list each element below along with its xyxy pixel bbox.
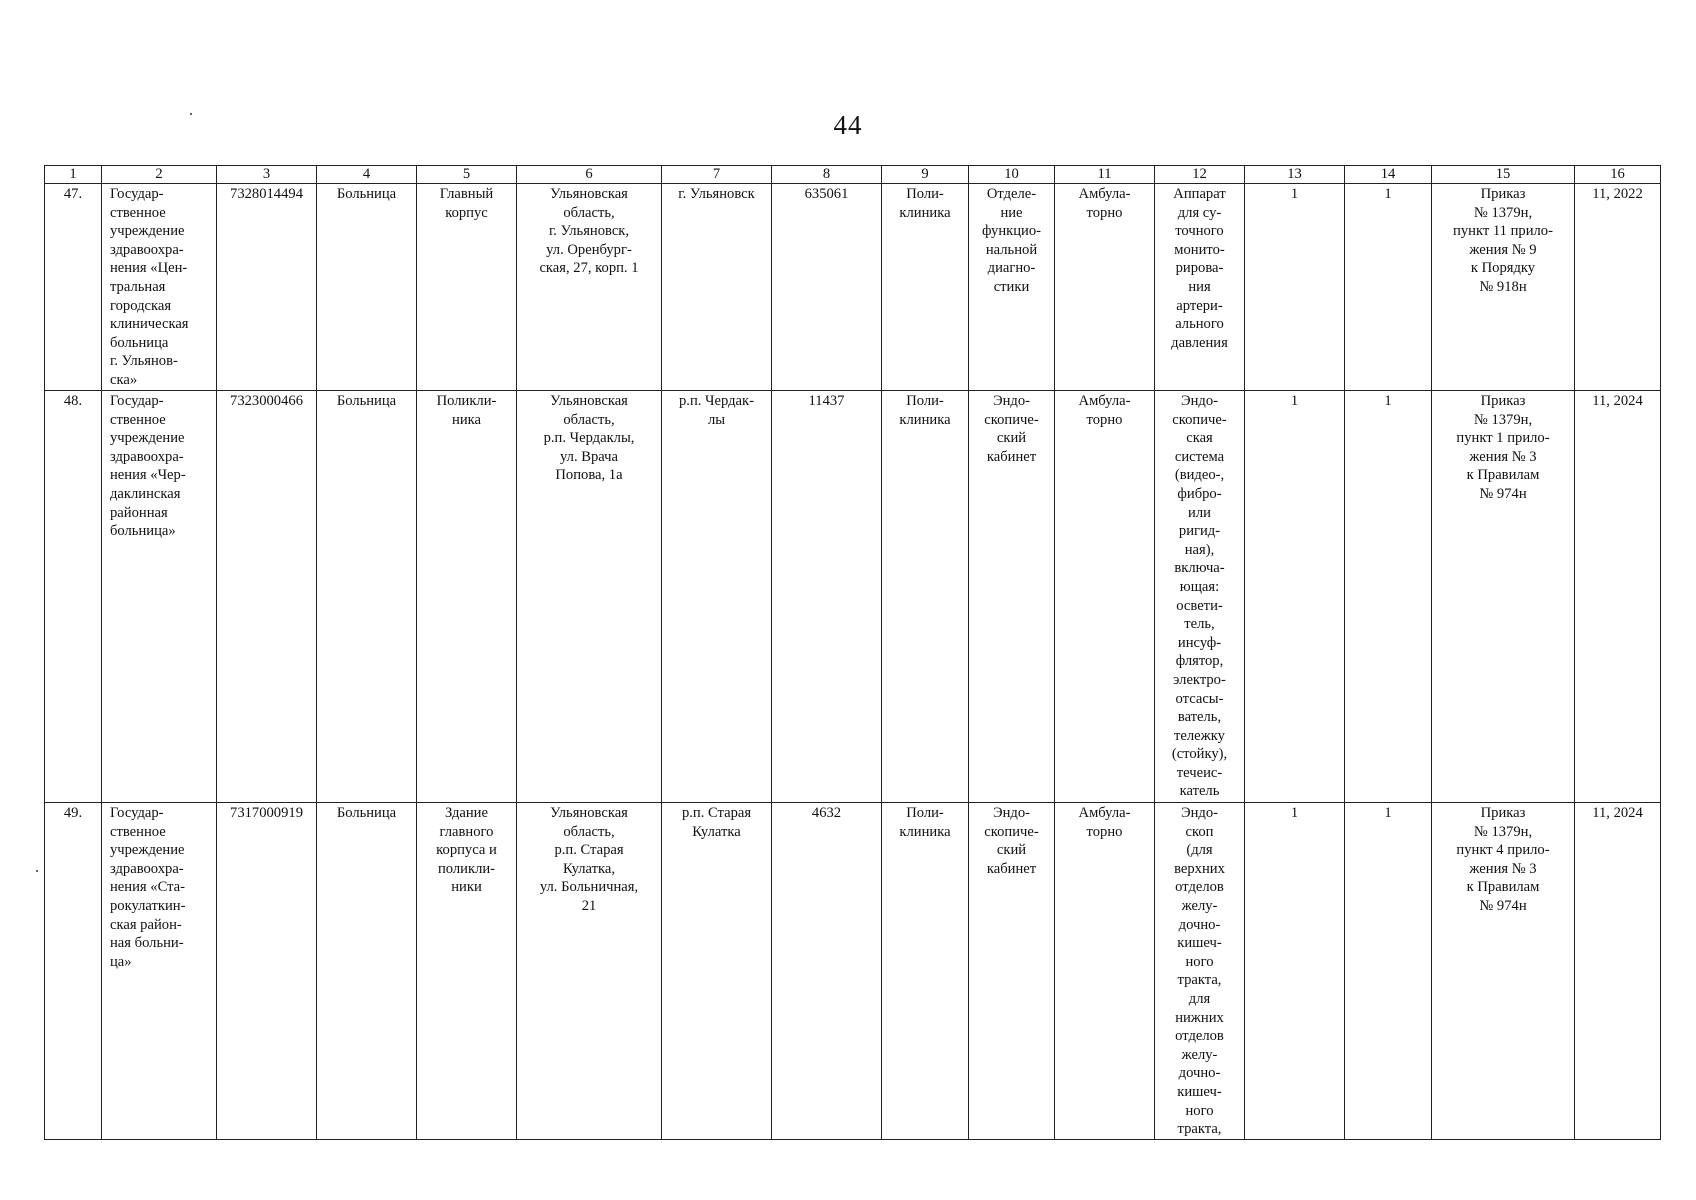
text-line: ул. Врача [560, 448, 618, 465]
text-line: скопиче- [984, 823, 1039, 840]
text-line: желу- [1181, 1046, 1218, 1063]
text-line: Главный [439, 186, 494, 202]
text-line: № 974н [1479, 485, 1527, 502]
text-line: ние [1000, 204, 1023, 221]
count-13: 1 [1245, 184, 1345, 391]
count-13: 1 [1245, 803, 1345, 1140]
text-line: для [1188, 990, 1211, 1007]
text-line: ния [1188, 278, 1211, 295]
text-line: корпуса и [436, 842, 497, 859]
settlement [662, 184, 772, 391]
text-line: Амбула- [1078, 805, 1131, 821]
text-line: ного [1185, 953, 1214, 970]
text-line: функцио- [981, 223, 1042, 240]
text-line: тральная [110, 278, 166, 295]
text-line: нения «Чер- [110, 467, 186, 484]
text-line: пункт 1 прило- [1456, 430, 1550, 447]
table-row [45, 803, 1661, 1140]
text-line: точного [1175, 223, 1224, 240]
care-mode [1055, 803, 1155, 1140]
text-line: кабинет [986, 448, 1037, 465]
text-line: Кулатка [692, 823, 741, 840]
text-line: кишеч- [1177, 1083, 1222, 1100]
building [417, 184, 517, 391]
text-line: фибро- [1177, 485, 1222, 502]
text-line: Попова, 1а [555, 467, 623, 484]
department [969, 803, 1055, 1140]
text-line: здравоохра- [110, 860, 184, 877]
text-line: ская [1186, 430, 1213, 447]
text-line: ственное [110, 204, 166, 221]
table-row [45, 391, 1661, 803]
text-line: Приказ [1480, 186, 1526, 202]
text-line: корпус [445, 204, 488, 221]
text-line: главного [439, 823, 494, 840]
text-line: № 1379н, [1473, 204, 1533, 221]
text-line: скоп [1185, 823, 1214, 840]
text-line: № 974н [1479, 897, 1527, 914]
text-line: Приказ [1480, 805, 1526, 821]
count-14: 1 [1345, 391, 1432, 803]
inn-code: 7317000919 [217, 803, 317, 1140]
text-line: к Порядку [1470, 260, 1536, 277]
text-line: Кулатка, [562, 860, 616, 877]
column-header: 12 [1155, 166, 1245, 184]
text-line: скопиче- [984, 411, 1039, 428]
text-line: верхних [1174, 860, 1225, 877]
text-line: ский [996, 842, 1027, 859]
text-line: Амбула- [1078, 393, 1131, 409]
text-line: 21 [581, 897, 597, 914]
building [417, 391, 517, 803]
text-line: № 1379н, [1473, 411, 1533, 428]
text-line: учреждение [110, 842, 185, 859]
settlement [662, 803, 772, 1140]
text-line: ственное [110, 411, 166, 428]
period: 11, 2024 [1575, 803, 1661, 1140]
column-header: 15 [1432, 166, 1575, 184]
column-header: 14 [1345, 166, 1432, 184]
text-line: кишеч- [1177, 935, 1222, 952]
text-line: Эндо- [992, 805, 1031, 821]
text-line: ника [452, 411, 481, 428]
text-line: здравоохра- [110, 241, 184, 258]
text-line: нальной [985, 241, 1038, 258]
row-number: 49. [45, 803, 102, 1140]
order-reference [1432, 803, 1575, 1140]
text-line: тележку [1174, 727, 1225, 744]
text-line: область, [563, 823, 615, 840]
text-line: Здание [445, 805, 488, 821]
address [517, 803, 662, 1140]
text-line: нения «Ста- [110, 879, 185, 896]
text-line: желу- [1181, 897, 1218, 914]
facility-type: Больница [317, 391, 417, 803]
text-line: тракта, [1177, 972, 1222, 989]
inn-code: 7323000466 [217, 391, 317, 803]
column-header: 7 [662, 166, 772, 184]
text-line: Ульяновская [550, 186, 628, 202]
address [517, 391, 662, 803]
column-header: 1 [45, 166, 102, 184]
text-line: Отделе- [986, 186, 1037, 202]
text-line: № 1379н, [1473, 823, 1533, 840]
text-line: учреждение [110, 430, 185, 447]
text-line: Государ- [110, 805, 164, 821]
text-line: жения № 9 [1469, 241, 1537, 258]
text-line: область, [563, 204, 615, 221]
organization-name [102, 184, 217, 391]
text-line: рирова- [1175, 260, 1224, 277]
scan-speck [36, 870, 38, 872]
period: 11, 2024 [1575, 391, 1661, 803]
column-header: 3 [217, 166, 317, 184]
text-line: кабинет [986, 860, 1037, 877]
text-line: пункт 4 прило- [1456, 842, 1550, 859]
text-line: отделов [1175, 1028, 1224, 1045]
equipment [1155, 391, 1245, 803]
text-line: ул. Оренбург- [546, 241, 632, 258]
text-line: ска» [110, 371, 138, 388]
text-line: Амбула- [1078, 186, 1131, 202]
text-line: торно [1086, 411, 1123, 428]
text-line: артери- [1176, 297, 1223, 314]
equipment [1155, 184, 1245, 391]
order-reference [1432, 184, 1575, 391]
text-line: районная [110, 504, 168, 521]
text-line: торно [1086, 823, 1123, 840]
text-line: тель, [1184, 616, 1215, 633]
text-line: (видео-, [1174, 467, 1225, 484]
text-line: Поли- [906, 186, 944, 202]
text-line: дочно- [1178, 1065, 1221, 1082]
text-line: ватель, [1177, 709, 1222, 726]
population: 635061 [772, 184, 882, 391]
text-line: р.п. Старая [554, 842, 624, 859]
text-line: клиника [899, 823, 951, 840]
text-line: больница» [110, 523, 176, 540]
text-line: монито- [1174, 241, 1225, 258]
text-line: жения № 3 [1469, 860, 1537, 877]
text-line: дочно- [1178, 916, 1221, 933]
text-line: лы [707, 411, 726, 428]
text-line: ная), [1184, 541, 1215, 558]
text-line: Эндо- [1180, 805, 1219, 821]
address [517, 184, 662, 391]
count-14: 1 [1345, 803, 1432, 1140]
text-line: флятор, [1175, 653, 1224, 670]
order-reference [1432, 391, 1575, 803]
text-line: г. Ульяновск, [548, 223, 630, 240]
settlement [662, 391, 772, 803]
text-line: отсасы- [1175, 690, 1224, 707]
column-header: 9 [882, 166, 969, 184]
text-line: электро- [1173, 671, 1226, 688]
text-line: ственное [110, 823, 166, 840]
text-line: больница [110, 334, 169, 351]
text-line: Ульяновская [550, 393, 628, 409]
scan-speck [190, 113, 192, 115]
text-line: ющая: [1179, 578, 1220, 595]
text-line: включа- [1174, 560, 1225, 577]
text-line: ального [1175, 316, 1224, 333]
text-line: Поликли- [436, 393, 497, 409]
text-line: ский [996, 430, 1027, 447]
text-line: ригид- [1178, 523, 1221, 540]
text-line: для су- [1177, 204, 1222, 221]
text-line: давления [1171, 334, 1228, 351]
care-mode [1055, 184, 1155, 391]
registry-table [44, 165, 1661, 1140]
text-line: Государ- [110, 186, 164, 202]
column-header: 13 [1245, 166, 1345, 184]
text-line: диагно- [987, 260, 1036, 277]
text-line: поликли- [437, 860, 496, 877]
text-line: ники [451, 879, 482, 896]
department [969, 391, 1055, 803]
facility-type: Больница [317, 184, 417, 391]
unit [882, 803, 969, 1140]
text-line: нения «Цен- [110, 260, 188, 277]
period: 11, 2022 [1575, 184, 1661, 391]
department [969, 184, 1055, 391]
building [417, 803, 517, 1140]
text-line: г. Ульяновск [678, 186, 755, 202]
text-line: Государ- [110, 393, 164, 409]
row-number: 47. [45, 184, 102, 391]
text-line: здравоохра- [110, 448, 184, 465]
row-number: 48. [45, 391, 102, 803]
column-header: 4 [317, 166, 417, 184]
text-line: течеис- [1176, 764, 1223, 781]
text-line: ного [1185, 1102, 1214, 1119]
unit [882, 391, 969, 803]
inn-code: 7328014494 [217, 184, 317, 391]
text-line: к Правилам [1466, 879, 1540, 896]
text-line: (стойку), [1171, 746, 1228, 763]
text-line: Поли- [906, 805, 944, 821]
text-line: стики [993, 278, 1030, 295]
text-line: клиника [899, 204, 951, 221]
text-line: ская, 27, корп. 1 [539, 260, 639, 277]
text-line: ул. Больничная, [539, 879, 639, 896]
column-header: 10 [969, 166, 1055, 184]
text-line: или [1188, 504, 1211, 521]
count-14: 1 [1345, 184, 1432, 391]
text-line: Эндо- [1180, 393, 1219, 409]
text-line: г. Ульянов- [110, 353, 178, 370]
text-line: нижних [1175, 1009, 1224, 1026]
text-line: ская район- [110, 916, 182, 933]
column-header: 5 [417, 166, 517, 184]
text-line: система [1174, 448, 1225, 465]
text-line: клиническая [110, 316, 189, 333]
text-line: ца» [110, 953, 132, 970]
text-line: освети- [1176, 597, 1223, 614]
column-header: 2 [102, 166, 217, 184]
column-number-row [45, 166, 1661, 184]
equipment [1155, 803, 1245, 1140]
column-header: 16 [1575, 166, 1661, 184]
organization-name [102, 391, 217, 803]
facility-type: Больница [317, 803, 417, 1140]
text-line: даклинская [110, 485, 181, 502]
page-number: 44 [833, 110, 863, 140]
text-line: учреждение [110, 223, 185, 240]
care-mode [1055, 391, 1155, 803]
text-line: отделов [1175, 879, 1224, 896]
text-line: к Правилам [1466, 467, 1540, 484]
text-line: Аппарат [1173, 186, 1226, 202]
text-line: рокулаткин- [110, 897, 186, 914]
column-header: 6 [517, 166, 662, 184]
text-line: Приказ [1480, 393, 1526, 409]
text-line: городская [110, 297, 172, 314]
text-line: область, [563, 411, 615, 428]
text-line: (для [1186, 842, 1213, 859]
text-line: инсуф- [1177, 634, 1222, 651]
text-line: клиника [899, 411, 951, 428]
text-line: р.п. Чердаклы, [543, 430, 635, 447]
count-13: 1 [1245, 391, 1345, 803]
text-line: Ульяновская [550, 805, 628, 821]
text-line: торно [1086, 204, 1123, 221]
text-line: Поли- [906, 393, 944, 409]
text-line: катель [1179, 783, 1220, 800]
text-line: пункт 11 прило- [1453, 223, 1553, 240]
organization-name [102, 803, 217, 1140]
population: 4632 [772, 803, 882, 1140]
text-line: № 918н [1479, 278, 1527, 295]
population: 11437 [772, 391, 882, 803]
column-header: 11 [1055, 166, 1155, 184]
text-line: ная больни- [110, 935, 184, 952]
table-row [45, 184, 1661, 391]
text-line: р.п. Старая [681, 805, 752, 821]
text-line: р.п. Чердак- [679, 393, 754, 409]
text-line: тракта, [1177, 1121, 1222, 1138]
text-line: жения № 3 [1469, 448, 1537, 465]
column-header: 8 [772, 166, 882, 184]
unit [882, 184, 969, 391]
text-line: Эндо- [992, 393, 1031, 409]
text-line: скопиче- [1172, 411, 1227, 428]
